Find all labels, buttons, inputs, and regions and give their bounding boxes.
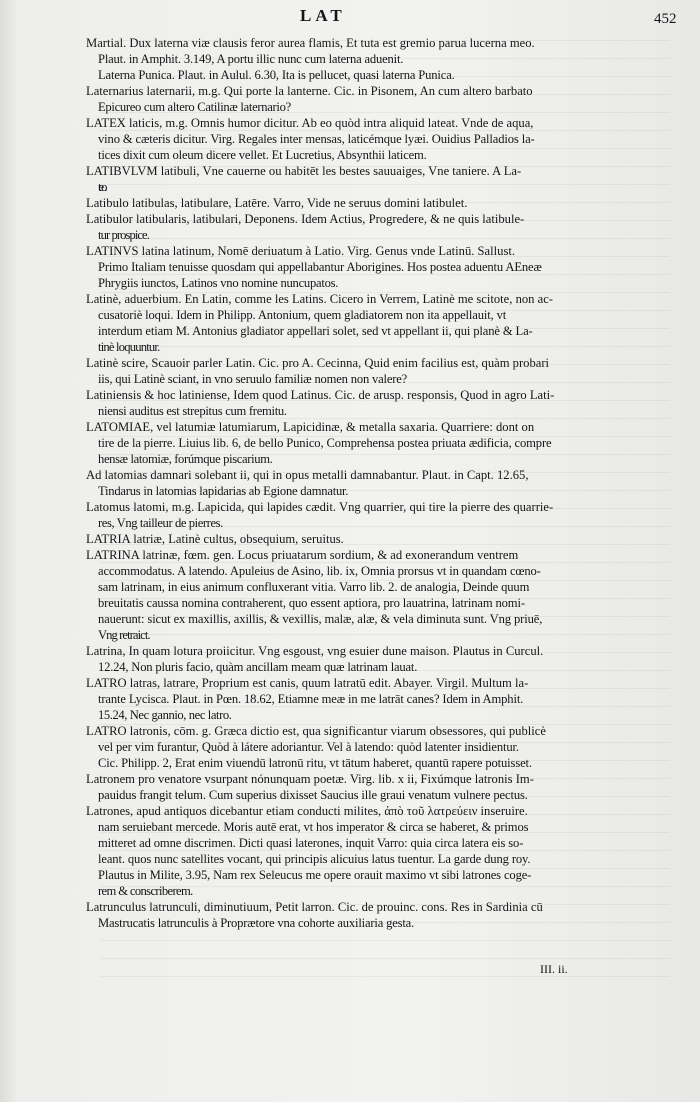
entry-line: nauerunt: sicut ex maxillis, axillis, & vexillis, malæ, alæ, & vela diminuta sunt. Vng priuē, — [98, 612, 543, 626]
dictionary-entry — [86, 899, 626, 931]
dictionary-entry — [86, 531, 626, 547]
dictionary-entry — [86, 675, 626, 723]
dictionary-entry — [86, 387, 626, 419]
entry-line: Martial. Dux laterna viæ clausis feror aurea flamis, Et tuta est gremio parua lucerna meo. — [86, 36, 535, 50]
entry-line: mitteret ad omne discrimen. Dicti quasi laterones, inquit Varro: quia circa latera eis so- — [98, 836, 524, 850]
dictionary-entry — [86, 547, 626, 643]
entry-line: rem & conscriberem. — [98, 884, 193, 898]
entry-line: iis, qui Latinè sciant, in vno seruulo familiæ nomen non valere? — [98, 372, 408, 386]
dictionary-entry — [86, 467, 626, 499]
entry-line: res, Vng tailleur de pierres. — [98, 516, 223, 530]
entry-line: trante Lycisca. Plaut. in Pœn. 18.62, Etiamne meæ in me latrāt canes? Idem in Amphit. — [98, 692, 524, 706]
dictionary-entry — [86, 723, 626, 771]
entry-line: tinè loquuntur. — [98, 340, 160, 354]
dictionary-entry — [86, 243, 626, 291]
dictionary-entry — [86, 163, 626, 195]
entry-line: Latronem pro venatore vsurpant nónunquam poetæ. Virg. lib. x ii, Fixúmque latronis Im- — [86, 772, 534, 786]
entry-line: tices dixit cum oleum dicere vellet. Et Lucretius, Absynthii laticem. — [98, 148, 427, 162]
entry-line: LATIBVLVM latibuli, Vne cauerne ou habitēt les bestes sauuaiges, Vne taniere. A La- — [86, 164, 522, 178]
entry-line: teo. — [98, 180, 105, 194]
dictionary-entry — [86, 803, 626, 899]
dictionary-entry — [86, 291, 626, 355]
entry-line: 15.24, Nec gannio, nec latro. — [98, 708, 232, 722]
signature-mark: III. ii. — [540, 962, 568, 976]
page-header — [0, 3, 700, 29]
dictionary-body — [86, 35, 626, 931]
entry-line: Plautus in Milite, 3.95, Nam rex Seleucus me opere orauit maximo vt sibi latrones coge- — [98, 868, 532, 882]
entry-line: LATOMIAE, vel latumiæ latumiarum, Lapicidinæ, & metalla saxaria. Quarriere: dont on — [86, 420, 535, 434]
entry-line: vino & cæteris dicitur. Virg. Regales inter mensas, laticémque lyæi. Ouidius Palladios la- — [98, 132, 535, 146]
dictionary-entry — [86, 195, 626, 211]
entry-line: vel per vim furantur, Quòd à látere adoriantur. Vel à latendo: quòd latenter insidientur. — [98, 740, 519, 754]
entry-line: Cic. Philipp. 2, Erat enim viuendū latronū ritu, vt tātum haberet, quantū rapere potuisset. — [98, 756, 532, 770]
entry-line: Latinè scire, Scauoir parler Latin. Cic. pro A. Cecinna, Quid enim facilius est, quàm probari — [86, 356, 550, 370]
dictionary-entry — [86, 355, 626, 387]
entry-line: Primo Italiam tenuisse quosdam qui appellabantur Aborigines. Hos postea aduentu AEneæ — [98, 260, 542, 274]
entry-line: LATEX laticis, m.g. Omnis humor dicitur. Ab eo quòd intra aliquid lateat. Vnde de aqua, — [86, 116, 534, 130]
dictionary-entry — [86, 643, 626, 675]
entry-line: Mastrucatis latrunculis à Proprætore vna cohorte auxiliaria gesta. — [98, 916, 415, 930]
entry-line: tire de la pierre. Liuius lib. 6, de bello Punico, Comprehensa postea priuata ædificia, compre — [98, 436, 552, 450]
dictionary-entry — [86, 771, 626, 803]
entry-line: hensæ latomiæ, forúmque piscarium. — [98, 452, 273, 466]
entry-line: Latinè, aduerbium. En Latin, comme les Latins. Cicero in Verrem, Latinè me scitote, non ac- — [86, 292, 553, 306]
entry-line: Epicureo cum altero Catilinæ laternario? — [98, 100, 291, 114]
entry-line: nam seruiebant mercede. Moris autē erat, vt hos imperator & circa se haberet, & primos — [98, 820, 529, 834]
entry-line: Latiniensis & hoc latiniense, Idem quod Latinus. Cic. de arusp. responsis, Quod in agro Lati- — [86, 388, 555, 402]
dictionary-entry — [86, 419, 626, 467]
entry-line: Phrygiis iunctos, Latinos vno nomine nuncupatos. — [98, 276, 339, 290]
dictionary-entry — [86, 83, 626, 115]
entry-line: accommodatus. A latendo. Apuleius de Asino, lib. ix, Omnia prorsus vt in quandam cœno- — [98, 564, 541, 578]
dictionary-entry — [86, 35, 626, 83]
entry-line: Laternarius laternarii, m.g. Qui porte la lanterne. Cic. in Pisonem, An cum altero barbato — [86, 84, 533, 98]
running-title: LAT — [300, 6, 346, 25]
entry-line: sam latrinam, in eius animum confluxerant vitia. Varro lib. 2. de analogia, Deinde quum — [98, 580, 530, 594]
entry-line: Latrina, In quam lotura proiicitur. Vng esgoust, vng esuier dune maison. Plautus in Curcul. — [86, 644, 544, 658]
dictionary-entry — [86, 211, 626, 243]
entry-line: LATRO latronis, cōm. g. Græca dictio est, qua significantur viarum obsessores, qui publicè — [86, 724, 546, 738]
entry-line: pauidus frangit telum. Cum superius dixisset Saucius ille graui venatum vulnere pectus. — [98, 788, 528, 802]
entry-line: Latomus latomi, m.g. Lapicida, qui lapides cædit. Vng quarrier, qui tire la pierre des quarrie- — [86, 500, 554, 514]
entry-line: 12.24, Non pluris facio, quàm ancillam meam quæ latrinam lauat. — [98, 660, 418, 674]
entry-line: interdum etiam M. Antonius gladiator appellari solet, sed vt appellant ii, qui planè & La- — [98, 324, 533, 338]
entry-line: cusatoriè loqui. Idem in Philipp. Antonium, quem gladiatorem non ita appellauit, vt — [98, 308, 507, 322]
entry-line: Tindarus in latomias lapidarias ab Egione damnatur. — [98, 484, 349, 498]
entry-line: Plaut. in Amphit. 3.149, A portu illic nunc cum laterna aduenit. — [98, 52, 404, 66]
dictionary-entry — [86, 499, 626, 531]
entry-line: leant. quos nunc satellites vocant, qui principis alicuius latus tuentur. La garde dung roy. — [98, 852, 531, 866]
entry-line: Latibulor latibularis, latibulari, Deponens. Idem Actius, Progredere, & ne quis latibule- — [86, 212, 525, 226]
entry-line: tur prospice. — [98, 228, 149, 242]
entry-line: LATRINA latrinæ, fœm. gen. Locus priuatarum sordium, & ad exonerandum ventrem — [86, 548, 519, 562]
entry-line: LATINVS latina latinum, Nomē deriuatum à Latio. Virg. Genus vnde Latinū. Sallust. — [86, 244, 515, 258]
entry-line: Vng retraict. — [98, 628, 150, 642]
entry-line: Latrunculus latrunculi, diminutiuum, Petit larron. Cic. de prouinc. cons. Res in Sardinia cū — [86, 900, 543, 914]
entry-line: breuitatis caussa nomina contraherent, quo essent aptiora, pro lauatrina, latrinam nomi- — [98, 596, 525, 610]
entry-line: niensi auditus est strepitus cum fremitu. — [98, 404, 287, 418]
page-number: 452 — [654, 11, 677, 27]
entry-line: LATRIA latriæ, Latinè cultus, obsequium, seruitus. — [86, 532, 344, 546]
entry-line: Latibulo latibulas, latibulare, Latēre. Varro, Vide ne seruus domini latibulet. — [86, 196, 468, 210]
entry-line: LATRO latras, latrare, Proprium est canis, quum latratū edit. Abayer. Virgil. Multum la- — [86, 676, 529, 690]
entry-line: Latrones, apud antiquos dicebantur etiam conducti milites, ἀπὸ τοῦ λατρεύειν inseruire. — [86, 804, 528, 818]
dictionary-entry — [86, 115, 626, 163]
entry-line: Laterna Punica. Plaut. in Aulul. 6.30, Ita is pellucet, quasi laterna Punica. — [98, 68, 455, 82]
entry-line: Ad latomias damnari solebant ii, qui in opus metalli damnabantur. Plaut. in Capt. 12.65, — [86, 468, 529, 482]
